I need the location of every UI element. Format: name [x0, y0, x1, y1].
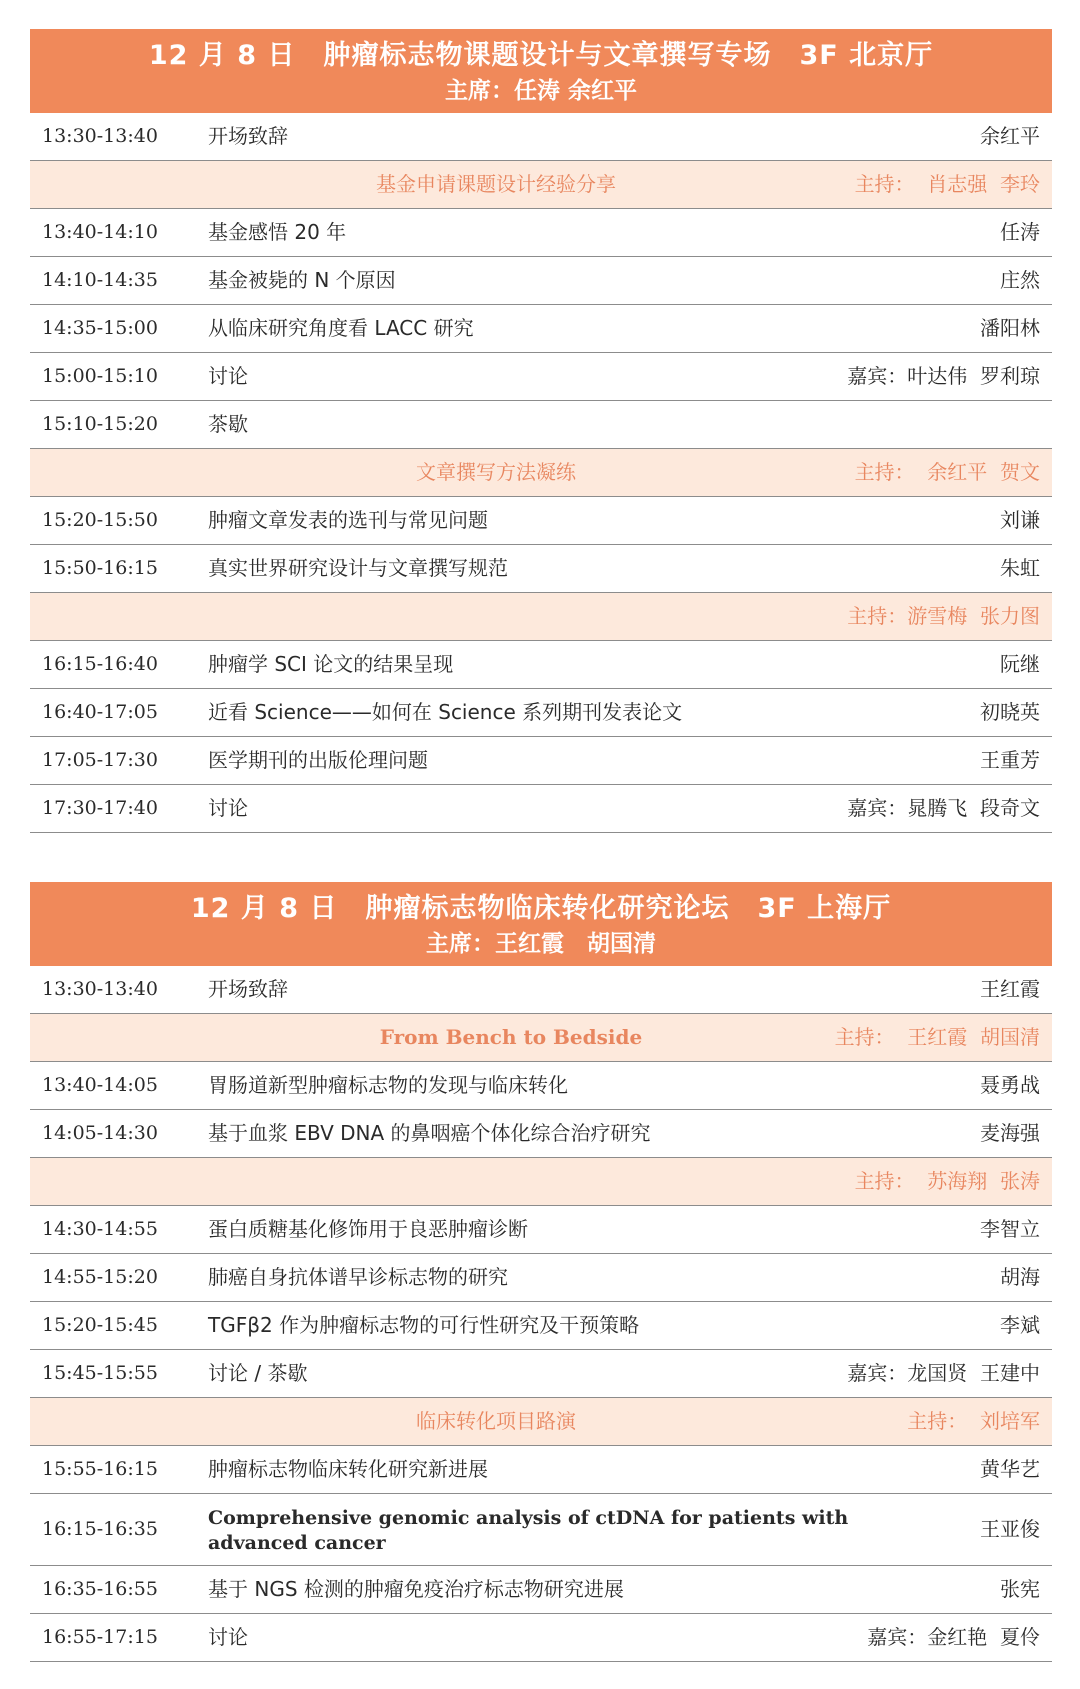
talk-title: TGFβ2 作为肿瘤标志物的可行性研究及干预策略	[208, 1313, 640, 1337]
sub-session-row	[30, 1014, 1052, 1062]
session-title: 12 月 8 日 肿瘤标志物课题设计与文章撰写专场 3F 北京厅	[148, 40, 934, 71]
talk-row	[30, 257, 1052, 305]
talk-time: 13:30-13:40	[42, 125, 158, 147]
talk-row	[30, 737, 1052, 785]
talk-row	[30, 689, 1052, 737]
session-title: 12 月 8 日 肿瘤标志物临床转化研究论坛 3F 上海厅	[190, 893, 892, 924]
talk-time: 17:05-17:30	[42, 749, 158, 771]
talk-time: 16:15-16:40	[42, 653, 158, 675]
talk-time: 15:20-15:45	[42, 1314, 158, 1336]
talk-title: 基金感悟 20 年	[208, 220, 347, 244]
sub-session-host: 主持： 王红霞 胡国清	[834, 1025, 1040, 1049]
talk-time: 13:30-13:40	[42, 978, 158, 1000]
talk-time: 13:40-14:05	[42, 1074, 158, 1096]
sub-session-title: 文章撰写方法凝练	[416, 460, 576, 484]
talk-time: 14:10-14:35	[42, 269, 158, 291]
talk-title: 开场致辞	[208, 124, 288, 148]
talk-speaker: 阮继	[1000, 652, 1040, 676]
talk-row	[30, 641, 1052, 689]
sub-session-title: 基金申请课题设计经验分享	[376, 172, 616, 196]
talk-speaker: 嘉宾：叶达伟 罗利琼	[847, 364, 1040, 388]
talk-speaker: 李斌	[1000, 1313, 1040, 1337]
sub-session-row	[30, 1398, 1052, 1446]
session-chair: 主席：王红霞 胡国清	[426, 931, 656, 957]
sub-session-row	[30, 449, 1052, 497]
sub-session-host: 主持： 刘培军	[907, 1409, 1040, 1433]
talk-time: 14:55-15:20	[42, 1266, 158, 1288]
talk-row	[30, 1062, 1052, 1110]
talk-time: 13:40-14:10	[42, 221, 158, 243]
talk-time: 14:05-14:30	[42, 1122, 158, 1144]
session-banner	[30, 882, 1052, 966]
talk-speaker: 嘉宾：晁腾飞 段奇文	[847, 796, 1040, 820]
talk-time: 15:20-15:50	[42, 509, 158, 531]
talk-time: 16:15-16:35	[42, 1518, 158, 1540]
talk-time: 16:35-16:55	[42, 1578, 158, 1600]
talk-speaker: 聂勇战	[980, 1073, 1040, 1097]
talk-title: 讨论	[208, 796, 248, 820]
talk-title: 真实世界研究设计与文章撰写规范	[208, 556, 508, 580]
sub-session-host: 主持： 苏海翔 张涛	[854, 1169, 1040, 1193]
talk-title: 开场致辞	[208, 977, 288, 1001]
talk-row	[30, 401, 1052, 449]
talk-title: 基于 NGS 检测的肿瘤免疫治疗标志物研究进展	[208, 1577, 624, 1601]
talk-row	[30, 1494, 1052, 1566]
talk-row	[30, 1254, 1052, 1302]
session-chair: 主席：任涛 余红平	[444, 78, 637, 104]
schedule-table	[30, 966, 1052, 1662]
talk-time: 14:35-15:00	[42, 317, 158, 339]
talk-time: 15:10-15:20	[42, 413, 158, 435]
talk-title: 肿瘤学 SCI 论文的结果呈现	[208, 652, 454, 676]
talk-speaker: 任涛	[1000, 220, 1040, 244]
talk-speaker: 余红平	[980, 124, 1040, 148]
talk-speaker: 李智立	[980, 1217, 1040, 1241]
talk-row	[30, 1110, 1052, 1158]
talk-speaker: 王亚俊	[980, 1517, 1040, 1541]
talk-speaker: 刘谦	[1000, 508, 1040, 532]
sub-session-host: 主持： 余红平 贺文	[854, 460, 1040, 484]
talk-row	[30, 1446, 1052, 1494]
talk-title: 肺癌自身抗体谱早诊标志物的研究	[208, 1265, 508, 1289]
talk-title: 医学期刊的出版伦理问题	[208, 748, 428, 772]
talk-title: 肿瘤标志物临床转化研究新进展	[208, 1457, 488, 1481]
talk-time: 16:55-17:15	[42, 1626, 158, 1648]
talk-time: 15:00-15:10	[42, 365, 158, 387]
sub-session-host: 主持： 肖志强 李玲	[854, 172, 1040, 196]
talk-title: 茶歇	[208, 412, 248, 436]
talk-title: 讨论 / 茶歇	[208, 1361, 308, 1385]
sub-session-title: 临床转化项目路演	[416, 1409, 576, 1433]
talk-speaker: 黄华艺	[980, 1457, 1040, 1481]
talk-speaker: 王重芳	[980, 748, 1040, 772]
talk-speaker: 麦海强	[980, 1121, 1040, 1145]
talk-row	[30, 1566, 1052, 1614]
sub-session-row	[30, 593, 1052, 641]
sub-session-title: From Bench to Bedside	[379, 1025, 643, 1049]
talk-row	[30, 209, 1052, 257]
talk-time: 14:30-14:55	[42, 1218, 158, 1240]
talk-speaker: 潘阳林	[980, 316, 1040, 340]
talk-row	[30, 305, 1052, 353]
talk-title: 近看 Science——如何在 Science 系列期刊发表论文	[208, 700, 683, 724]
talk-title: 讨论	[208, 364, 248, 388]
talk-title: 从临床研究角度看 LACC 研究	[208, 316, 474, 340]
talk-title: 基于血浆 EBV DNA 的鼻咽癌个体化综合治疗研究	[208, 1121, 651, 1145]
talk-time: 15:50-16:15	[42, 557, 158, 579]
talk-speaker: 王红霞	[980, 977, 1040, 1001]
session-shanghai	[30, 882, 1052, 1662]
talk-row	[30, 1614, 1052, 1662]
talk-row	[30, 966, 1052, 1014]
talk-title: 肿瘤文章发表的选刊与常见问题	[208, 508, 488, 532]
talk-time: 15:45-15:55	[42, 1362, 158, 1384]
talk-speaker: 嘉宾：金红艳 夏伶	[867, 1625, 1040, 1649]
talk-title: 基金被毙的 N 个原因	[208, 268, 396, 292]
talk-row	[30, 785, 1052, 833]
sub-session-host: 主持：游雪梅 张力图	[847, 604, 1040, 628]
talk-speaker: 张宪	[1000, 1577, 1040, 1601]
session-banner	[30, 29, 1052, 113]
talk-row	[30, 1350, 1052, 1398]
talk-row	[30, 497, 1052, 545]
talk-row	[30, 1206, 1052, 1254]
session-beijing	[30, 29, 1052, 833]
talk-speaker: 胡海	[1000, 1265, 1040, 1289]
talk-time: 16:40-17:05	[42, 701, 158, 723]
sub-session-row	[30, 161, 1052, 209]
talk-row	[30, 1302, 1052, 1350]
talk-row	[30, 353, 1052, 401]
talk-time: 17:30-17:40	[42, 797, 158, 819]
talk-title: 讨论	[208, 1625, 248, 1649]
talk-title: 胃肠道新型肿瘤标志物的发现与临床转化	[208, 1073, 568, 1097]
talk-title: Comprehensive genomic analysis of ctDNA for patients with advanced cancer	[208, 1507, 849, 1554]
schedule-table	[30, 113, 1052, 833]
talk-speaker: 朱虹	[1000, 556, 1040, 580]
talk-time: 15:55-16:15	[42, 1458, 158, 1480]
talk-title: 蛋白质糖基化修饰用于良恶肿瘤诊断	[208, 1217, 528, 1241]
talk-row	[30, 113, 1052, 161]
talk-row	[30, 545, 1052, 593]
sub-session-row	[30, 1158, 1052, 1206]
talk-speaker: 嘉宾：龙国贤 王建中	[847, 1361, 1040, 1385]
talk-speaker: 初晓英	[980, 700, 1040, 724]
talk-speaker: 庄然	[1000, 268, 1040, 292]
